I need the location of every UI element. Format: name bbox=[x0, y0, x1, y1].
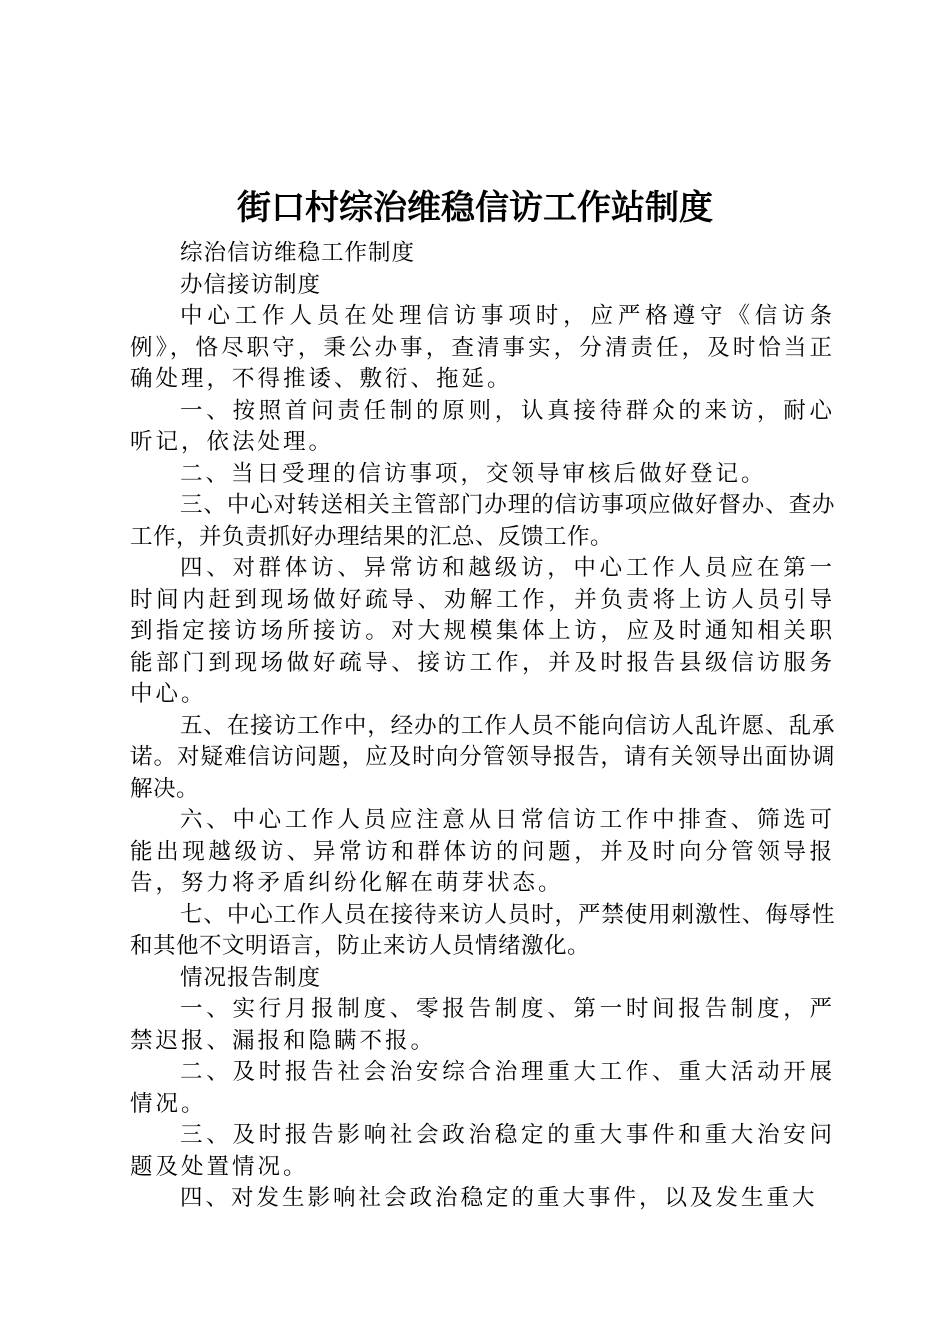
paragraph-item-7: 七、中心工作人员在接待来访人员时，严禁使用刺激性、侮辱性和其他不文明语言，防止来访人员情绪激化。 bbox=[130, 901, 835, 959]
paragraph-report-4: 四、对发生影响社会政治稳定的重大事件，以及发生重大 bbox=[180, 1185, 818, 1211]
paragraph-item-1: 一、按照首问责任制的原则，认真接待群众的来访，耐心听记，依法处理。 bbox=[130, 397, 835, 455]
section-heading-reporting: 情况报告制度 bbox=[180, 964, 322, 991]
paragraph-report-3: 三、及时报告影响社会政治稳定的重大事件和重大治安问题及处置情况。 bbox=[130, 1122, 835, 1180]
document-body bbox=[130, 238, 835, 1215]
paragraph-item-3: 三、中心对转送相关主管部门办理的信访事项应做好督办、查办工作，并负责抓好办理结果的汇总、反馈工作。 bbox=[130, 492, 835, 550]
document-title: 街口村综治维稳信访工作站制度 bbox=[237, 188, 713, 228]
paragraph-item-6: 六、中心工作人员应注意从日常信访工作中排查、筛选可能出现越级访、异常访和群体访的问题，并及时向分管领导报告，努力将矛盾纠纷化解在萌芽状态。 bbox=[130, 807, 835, 896]
section-heading-letters-visits: 办信接访制度 bbox=[180, 271, 322, 298]
paragraph-intro: 中心工作人员在处理信访事项时，应严格遵守《信访条例》，恪尽职守，秉公办事，查清事实，分清责任，及时恰当正确处理，不得推诿、敷衍、拖延。 bbox=[130, 303, 835, 392]
paragraph-report-2: 二、及时报告社会治安综合治理重大工作、重大活动开展情况。 bbox=[130, 1059, 835, 1117]
paragraph-item-4: 四、对群体访、异常访和越级访，中心工作人员应在第一时间内赶到现场做好疏导、劝解工作，并负责将上访人员引导到指定接访场所接访。对大规模集体上访，应及时通知相关职能部门到现场做好疏导、接访工作，并及时报告县级信访服务中心。 bbox=[130, 555, 835, 707]
paragraph-item-5: 五、在接访工作中，经办的工作人员不能向信访人乱许愿、乱承诺。对疑难信访问题，应及时向分管领导报告，请有关领导出面协调解决。 bbox=[130, 712, 835, 802]
paragraph-report-1: 一、实行月报制度、零报告制度、第一时间报告制度，严禁迟报、漏报和隐瞒不报。 bbox=[130, 996, 835, 1054]
section-heading-general: 综治信访维稳工作制度 bbox=[180, 240, 416, 266]
paragraph-item-2: 二、当日受理的信访事项，交领导审核后做好登记。 bbox=[180, 460, 767, 487]
